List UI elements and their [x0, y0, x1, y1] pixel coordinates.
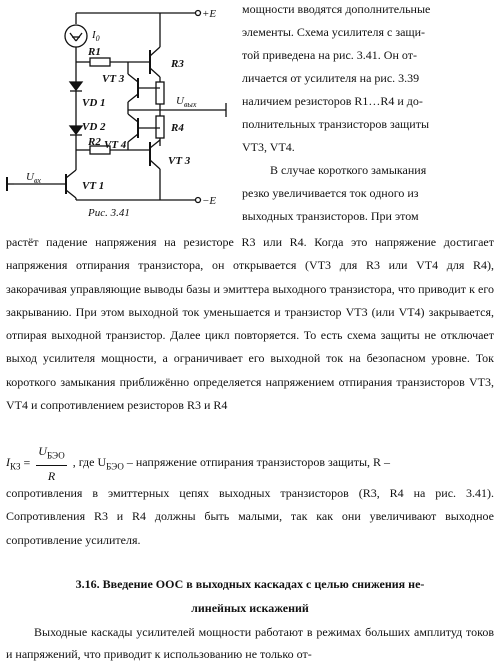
- vt3-lower-label: VT 3: [168, 155, 191, 167]
- section-heading: [0, 572, 500, 620]
- vd2-label: VD 2: [82, 121, 106, 133]
- formula-denominator: R: [47, 469, 56, 484]
- right-line-5: наличием резисторов R1…R4 и до-: [242, 94, 423, 108]
- formula-numerator: $U_{БЭО}$: [36, 441, 66, 466]
- right-para2-line-3: выходных транзисторов. При этом: [242, 209, 419, 223]
- right-line-7: VT3, VT4.: [242, 140, 295, 154]
- vt1-label: VT 1: [82, 180, 105, 192]
- right-line-3: той приведена на рис. 3.41. Он от-: [242, 48, 417, 62]
- after-formula-paragraph: сопротивления в эмиттерных цепях выходных транзисторов (R3, R4 на рис. 3.41). Сопротивления R3 и R4 должны быть малыми, так как они увеличивают выходное сопротивление усилителя.: [6, 486, 494, 547]
- r4-label: R4: [171, 122, 184, 134]
- uout-label: $U_{вых}$: [176, 95, 197, 109]
- section-heading-line-2: линейных искажений: [191, 601, 309, 615]
- right-line-1: мощности вводятся дополнительные: [242, 2, 431, 16]
- formula-eq: =: [23, 455, 31, 470]
- plus-e-terminal: [196, 11, 201, 16]
- r1-resistor: [90, 58, 110, 66]
- r4-resistor: [156, 116, 164, 138]
- minus-e-terminal: [196, 198, 201, 203]
- formula-fraction: [36, 441, 66, 486]
- right-line-4: личается от усилителя на рис. 3.39: [242, 71, 420, 85]
- current-source-circle: [65, 25, 87, 47]
- i0-label: $I_0$: [92, 29, 100, 43]
- vt3-upper-label: VT 3: [102, 73, 125, 85]
- main-paragraph: [6, 231, 494, 417]
- r3-resistor: [156, 82, 164, 104]
- formula-lhs: $I_{КЗ}$: [6, 454, 21, 471]
- vt4-label: VT 4: [104, 139, 127, 151]
- uin-label: $U_{вх}$: [26, 171, 41, 185]
- r3-top-label: R3: [171, 58, 184, 70]
- right-para2-line-1: В случае короткого замыкания: [270, 163, 427, 177]
- right-line-6: полнительных транзисторов защиты: [242, 117, 430, 131]
- right-column-text: [242, 0, 494, 228]
- vd2-diode: [70, 126, 82, 134]
- formula-line: [6, 441, 494, 486]
- section-heading-line-1: 3.16. Введение ООС в выходных каскадах с целью снижения не-: [75, 577, 425, 591]
- circuit-diagram: [0, 0, 240, 228]
- minus-e-label: −E: [202, 195, 217, 207]
- plus-e-label: +E: [202, 8, 217, 20]
- vd1-diode: [70, 82, 82, 90]
- formula-tail: , где $U_{БЭО}$ – напряжение отпирания транзисторов защиты, R –: [72, 455, 391, 472]
- main-paragraph-text: растёт падение напряжения на резисторе R3 или R4. Когда это напряжение достигает напряжения отпирания транзистора, он открывается (VT3 для R3 или VT4 для R4), закорачивая управляющие выводы базы и эмиттера выходного транзистора, что приводит к его закрыванию. При этом выходной ток уменьшается и транзистор VT3 (или VT4) закрывается, отпирая выходной транзистор. Далее цикл повторяется. То есть схема защиты не отключает выход усилителя мощности, а ограничивает его выходной ток на безопасном уровне. Ток короткого замыкания приближённо определяется напряжением отпирания транзисторов VT3, VT4 и сопротивлением резисторов R3 и R4: [6, 235, 494, 413]
- r2-label: R2: [88, 136, 101, 148]
- vd1-label: VD 1: [82, 97, 106, 109]
- r1-label: R1: [88, 46, 101, 58]
- figure-caption: Рис. 3.41: [88, 207, 130, 219]
- final-paragraph: Выходные каскады усилителей мощности работают в режимах больших амплитуд токов и напряжений, что приводит к использованию не только от-: [6, 625, 494, 661]
- right-line-2: элементы. Схема усилителя с защи-: [242, 25, 426, 39]
- right-para2-line-2: резко увеличивается ток одного из: [242, 186, 419, 200]
